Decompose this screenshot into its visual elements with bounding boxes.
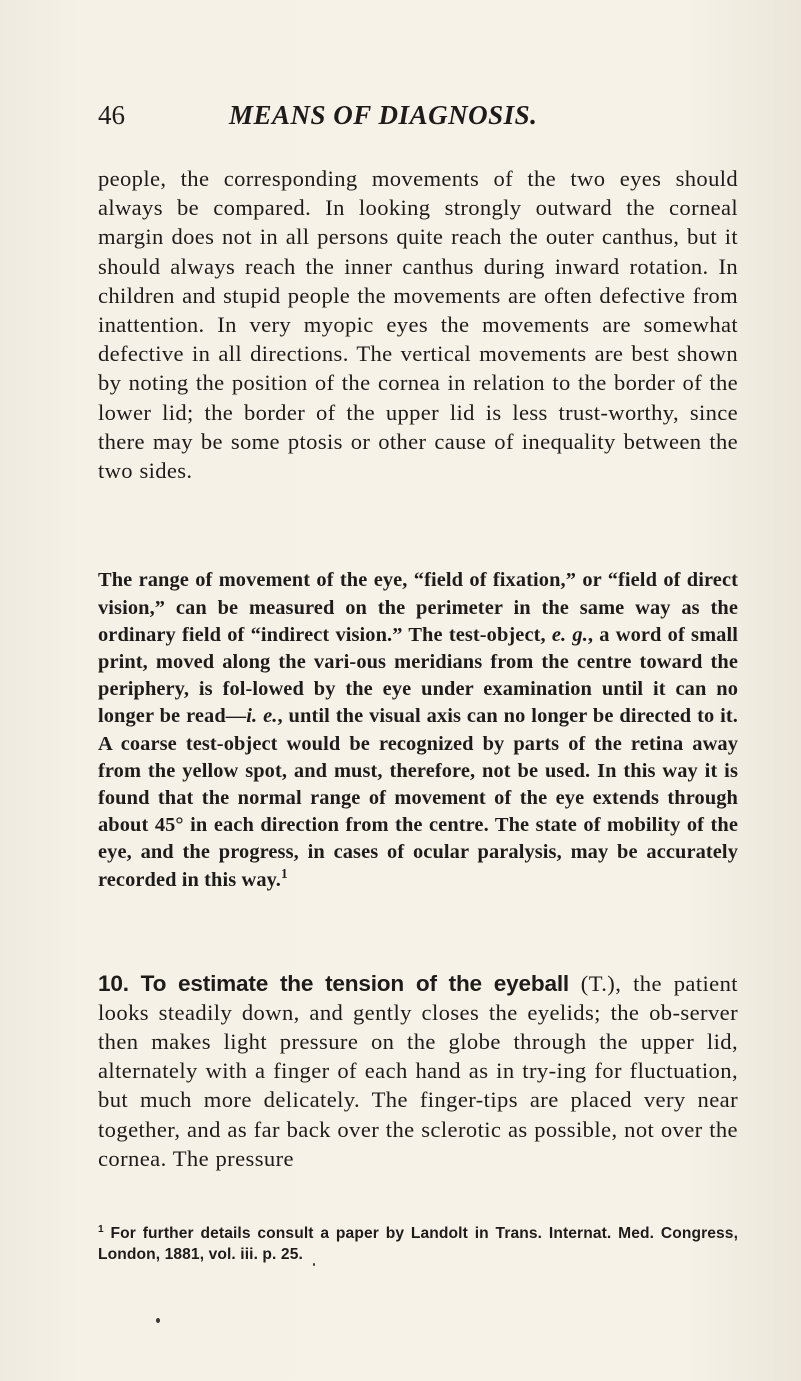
section-heading: 10. To estimate the tension of the eyeball [98,970,569,996]
paragraph-2-part-a: The range of movement of the eye, “field of fixation,” or “field of direct vision,” can be measured on the perimeter in the same way as the ordinary field of “indirect vision.” The test-object, [98,569,738,646]
body-text [98,164,738,485]
abbrev-eg: e. g. [551,623,588,646]
page-number: 46 [98,100,125,130]
footnote-marker: 1 [98,1223,104,1235]
ink-speck [156,1318,160,1323]
paragraph-1: people, the corresponding movements of the two eyes should always be compared. In looking strongly outward the corneal margin does not in all persons quite reach the outer canthus, but it should always reach the inner canthus during inward rotation. In children and stupid people the movements are often defective from inattention. In very myopic eyes the movements are somewhat defective in all directions. The vertical movements are best shown by noting the position of the cornea in relation to the border of the lower lid; the border of the upper lid is less trust-worthy, since there may be some ptosis or other cause of inequality between the two sides. [98,166,738,484]
paragraph-3 [98,969,738,1173]
page-header [98,100,738,140]
paragraph-2 [98,567,738,893]
paragraph-2-part-b: , a word of small print, moved along the vari-ous meridians from the centre toward the periphery, is fol-lowed by the eye under examination until it can no longer be read— [98,623,738,728]
footnote [98,1224,738,1265]
running-head: MEANS OF DIAGNOSIS. [229,100,538,130]
paragraph-2-part-c: , until the visual axis can no longer be directed to it. A coarse test-object would be recognized by parts of the retina away from the yellow spot, and must, therefore, not be used. In this way it is found that the normal range of movement of the eye extends through about 45° in each direction from the centre. The state of mobility of the eye, and the progress, in cases of ocular paralysis, may be accurately recorded in this way. [98,705,738,891]
paragraph-3-body: (T.), the patient looks steadily down, and gently closes the eyelids; the ob-server then makes light pressure on the globe through the upper lid, alternately with a finger of each hand as in try-ing for fluctuation, but much more delicately. The finger-tips are placed very near together, and as far back over the sclerotic as possible, not over the cornea. The pressure [98,970,738,1171]
ink-speck [313,1263,315,1266]
footnote-text: For further details consult a paper by Landolt in Trans. Internat. Med. Congress, London, 1881, vol. iii. p. 25. [98,1225,738,1263]
abbrev-ie: i. e. [246,705,278,728]
footnote-reference: 1 [280,865,288,881]
